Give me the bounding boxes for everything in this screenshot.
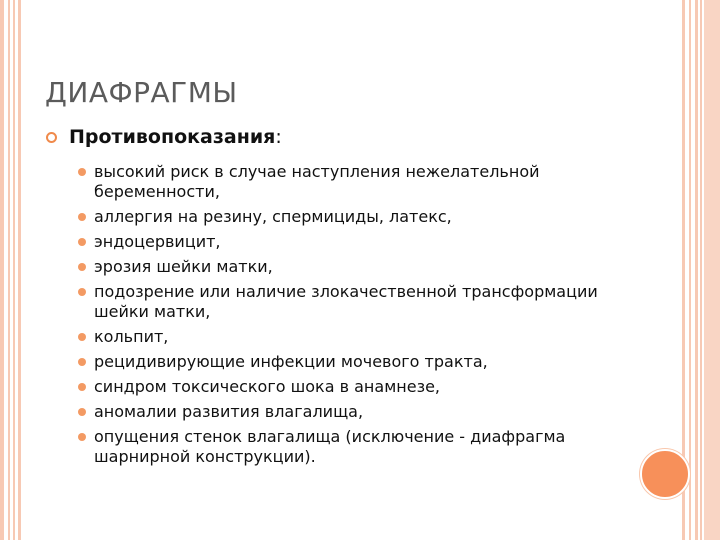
left-border-stripe [0,0,4,540]
bullet-dot-icon [78,383,86,391]
list-item [78,402,648,422]
list-item [78,352,648,372]
heading-colon: : [275,126,282,148]
slide-title: ДИАФРАГМЫ [45,76,238,109]
list-item-text: опущения стенок влагалища (исключение - диафрагма шарнирной конструкции). [94,427,566,466]
ring-bullet-icon [46,132,57,143]
right-border-band [704,0,720,540]
list-item [78,257,648,277]
list-item-text: аллергия на резину, спермициды, латекс, [94,207,452,226]
bullet-dot-icon [78,213,86,221]
list-item [78,207,648,227]
list-item-text: кольпит, [94,327,169,346]
list-item-text: эндоцервицит, [94,232,221,251]
list-item [78,232,648,252]
bullet-dot-icon [78,358,86,366]
right-border-stripe [700,0,702,540]
bullet-dot-icon [78,263,86,271]
list-item [78,162,648,202]
bullet-dot-icon [78,168,86,176]
left-border-stripe [8,0,10,540]
bullet-dot-icon [78,433,86,441]
right-border-stripe [695,0,698,540]
heading-bold-text: Противопоказания [69,126,276,148]
list-item-text: эрозия шейки матки, [94,257,273,276]
list-item-text: синдром токсического шока в анамнезе, [94,377,440,396]
bullet-dot-icon [78,408,86,416]
bullet-dot-icon [78,238,86,246]
heading-bullet [46,126,282,148]
list-item [78,377,648,397]
left-border-stripe [18,0,21,540]
right-border-stripe [689,0,691,540]
bullet-dot-icon [78,333,86,341]
list-item-text: аномалии развития влагалища, [94,402,364,421]
list-item [78,427,648,467]
list-item-text: высокий риск в случае наступления нежелательной беременности, [94,162,540,201]
list-item [78,282,648,322]
list-item-text: рецидивирующие инфекции мочевого тракта, [94,352,488,371]
contraindications-list [78,162,648,472]
left-border-stripe [13,0,15,540]
list-item [78,327,648,347]
list-item-text: подозрение или наличие злокачественной трансформации шейки матки, [94,282,598,321]
bullet-dot-icon [78,288,86,296]
